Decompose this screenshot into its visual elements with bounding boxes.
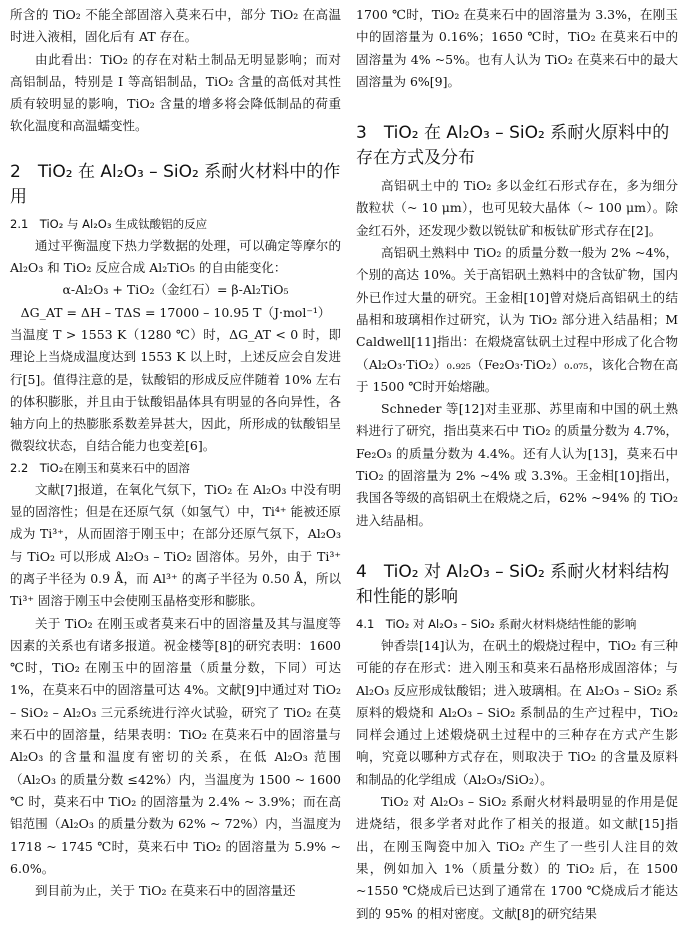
equation-free-energy: ΔG_AT = ΔH – TΔS = 17000 – 10.95 T（J·mol⁻¹） <box>20 304 331 320</box>
paragraph: 钟香崇[14]认为，在矾土的煅烧过程中，TiO₂ 有三种可能的存在形式：进入刚玉和莫来石晶格形成固溶体；与 Al₂O₃ 反应形成钛酸铝；进入玻璃相。在 Al₂O₃ – SiO₂ 系原料的煅烧和 Al₂O₃ – SiO₂ 系制品的生产过程中，TiO₂ 同样会通过上述煅烧矾土过程中的三种存在方式产生影响，究竟以哪种方式存在，则取决于 TiO₂ 的含量及原料和制品的化学组成（Al₂O₃/SiO₂）。 <box>356 637 678 787</box>
paragraph: Schneder 等[12]对圭亚那、苏里南和中国的矾土熟料进行了研究，指出莫来石中 TiO₂ 的质量分数为 4.7%，Fe₂O₃ 的质量分数为 4.4%。还有人认为[13]，莫来石中 TiO₂ 的固溶量为 2% ~4% 或 3.3%。王金相[10]指出，我国各等级的高铝矾土在煅烧之后，62% ~94% 的 TiO₂ 进入结晶相。 <box>356 401 678 528</box>
paragraph: 高铝矾土熟料中 TiO₂ 的质量分数一般为 2% ~4%，个别的高达 10%。关于高铝矾土熟料中的含钛矿物，国内外已作过大量的研究。王金相[10]曾对烧后高铝矾土的结晶相和玻璃相作过研究，认为 TiO₂ 部分进入结晶相；M Caldwell[11]指出：在煅烧富钛矾土过程中形成了化合物（Al₂O₃·TiO₂）₀.₉₂₅（Fe₂O₃·TiO₂）₀.₀₇₅，该化合物在高于 1500 ℃时开始熔融。 <box>356 245 678 394</box>
paragraph: 文献[7]报道，在氧化气氛下，TiO₂ 在 Al₂O₃ 中没有明显的固溶性；但是在还原气氛（如氢气）中，Ti⁴⁺ 能被还原成为 Ti³⁺，从而固溶于刚玉中；在部分还原气氛下，Al₂O₃ 与 TiO₂ 可以形成 Al₂O₃ – TiO₂ 固溶体。另外，由于 Ti³⁺ 的离子半径为 0.9 Å，而 Al³⁺ 的离子半径为 0.50 Å，所以 Ti³⁺ 固溶于刚玉中会使刚玉晶格变形和膨胀。 <box>10 481 341 609</box>
equation-reaction: α-Al₂O₃ + TiO₂（金红石）= β-Al₂TiO₅ <box>62 282 289 298</box>
section-heading-2: 2 TiO₂ 在 Al₂O₃ – SiO₂ 系耐火材料中的作用 <box>10 161 341 207</box>
subsection-heading-4-1: 4.1 TiO₂ 对 Al₂O₃ – SiO₂ 系耐火材料烧结性能的影响 <box>356 616 637 631</box>
right-column <box>356 4 678 925</box>
left-column <box>10 4 341 902</box>
paragraph: 通过平衡温度下热力学数据的处理，可以确定等摩尔的 Al₂O₃ 和 TiO₂ 反应合成 Al₂TiO₅ 的自由能变化： <box>10 237 341 276</box>
paragraph: 关于 TiO₂ 在刚玉或者莫来石中的固溶量及其与温度等因素的关系也有诸多报道。祝金楼等[8]的研究表明：1600 ℃时，TiO₂ 在刚玉中的固溶量（质量分数，下同）可达 1%，在莫来石中的固溶量可达 4%。文献[9]中通过对 TiO₂ – SiO₂ – Al₂O₃ 三元系统进行淬火试验，研究了 TiO₂ 在莫来石中的固溶量，结果表明：TiO₂ 在莫来石中的固溶量与 Al₂O₃ 的含量和温度有密切的关系，在低 Al₂O₃ 范围（Al₂O₃ 的质量分数 ≤42%）内，当温度为 1500 ~ 1600 ℃ 时，莫来石中 TiO₂ 的固溶量为 2.4% ~ 3.9%；而在高铝范围（Al₂O₃ 的质量分数为 62% ~ 72%）内，当温度为 1718 ~ 1745 ℃时，莫来石中 TiO₂ 的固溶量为 5.9% ~ 6.0%。 <box>10 615 341 876</box>
paragraph: 由此看出：TiO₂ 的存在对粘土制品无明显影响；而对高铝制品，特别是 Ⅰ 等高铝制品，TiO₂ 含量的高低对其性质有较明显的影响，TiO₂ 含量的增多将会降低制品的荷重软化温度和高温蠕变性。 <box>10 51 341 134</box>
paragraph: 到目前为止，关于 TiO₂ 在莫来石中的固溶量还 <box>35 883 296 899</box>
paragraph: 所含的 TiO₂ 不能全部固溶入莫来石中，部分 TiO₂ 在高温时进入液相，固化后有 AT 存在。 <box>10 7 341 45</box>
paragraph: 1700 ℃时，TiO₂ 在莫来石中的固溶量为 3.3%，在刚玉中的固溶量为 0.16%；1650 ℃时，TiO₂ 在莫来石中的固溶量为 4% ~5%。也有人认为 TiO₂ 在莫来石中的最大固溶量为 6%[9]。 <box>356 7 678 89</box>
subsection-heading-2-2: 2.2 TiO₂在刚玉和莫来石中的固溶 <box>10 460 190 475</box>
paragraph: TiO₂ 对 Al₂O₃ – SiO₂ 系耐火材料最明显的作用是促进烧结，很多学者对此作了相关的报道。如文献[15]指出，在刚玉陶瓷中加入 TiO₂ 产生了一些引人注目的效果，例如加入 1%（质量分数）的 TiO₂ 后，在 1500 ~1550 ℃烧成后已达到了通常在 1700 ℃烧成后才能达到的 95% 的相对密度。文献[8]的研究结果 <box>356 794 678 921</box>
subsection-heading-2-1: 2.1 TiO₂ 与 Al₂O₃ 生成钛酸铝的反应 <box>10 216 208 231</box>
paragraph: 当温度 T > 1553 K（1280 ℃）时，ΔG_AT < 0 时，即理论上当烧成温度达到 1553 K 以上时，上述反应会自发进行[5]。值得注意的是，钛酸铝的形成反应伴随着 10% 左右的体积膨胀，并且由于钛酸铝晶体具有明显的各向异性，各轴方向上的热膨胀系数差异甚大，因此，所形成的钛酸铝呈微裂纹状态，自结合能力也变差[6]。 <box>10 326 341 454</box>
section-heading-3: 3 TiO₂ 在 Al₂O₃ – SiO₂ 系耐火原料中的存在方式及分布 <box>356 123 670 169</box>
paragraph: 高铝矾土中的 TiO₂ 多以金红石形式存在，多为细分散粒状（~ 10 μm），也可见较大晶体（~ 100 μm）。除金红石外，还发现少数以锐钛矿和板钛矿形式存在[2]。 <box>356 178 678 238</box>
section-heading-4: 4 TiO₂ 对 Al₂O₃ – SiO₂ 系耐火材料结构和性能的影响 <box>356 561 670 607</box>
